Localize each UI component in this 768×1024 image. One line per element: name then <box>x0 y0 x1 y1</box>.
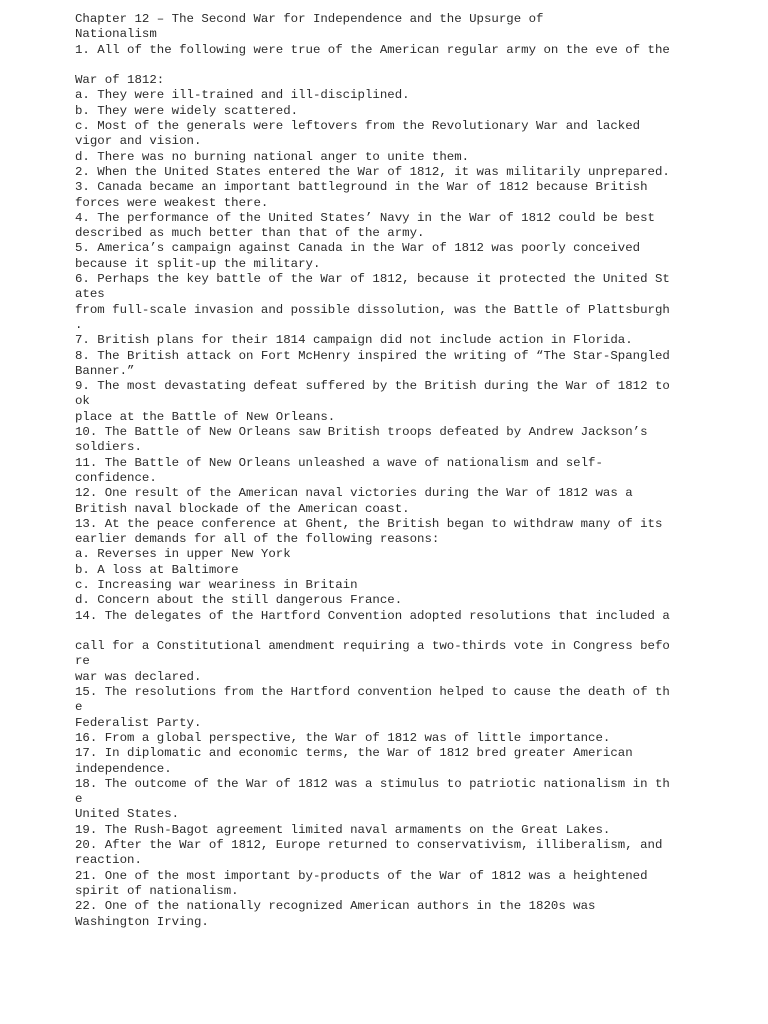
text-line: c. Most of the generals were leftovers from the Revolutionary War and lacked <box>75 119 641 134</box>
text-line: 5. America’s campaign against Canada in the War of 1812 was poorly conceived <box>75 241 641 256</box>
text-line: ates <box>75 287 105 302</box>
text-line: 3. Canada became an important battleground in the War of 1812 because British <box>75 180 648 195</box>
text-line: 8. The British attack on Fort McHenry inspired the writing of “The Star-Spangled <box>75 348 670 363</box>
document-page <box>75 12 755 930</box>
text-line: 6. Perhaps the key battle of the War of 1812, because it protected the United St <box>75 272 670 287</box>
text-line: a. They were ill-trained and ill-disciplined. <box>75 88 410 103</box>
text-line: 2. When the United States entered the War of 1812, it was militarily unprepared. <box>75 164 670 179</box>
text-line: 11. The Battle of New Orleans unleashed a wave of nationalism and self- <box>75 455 603 470</box>
text-line: because it split-up the military. <box>75 256 321 271</box>
text-line: Banner.” <box>75 363 135 378</box>
text-line: e <box>75 792 83 807</box>
text-line: 4. The performance of the United States’ Navy in the War of 1812 could be best <box>75 210 655 225</box>
text-line: 7. British plans for their 1814 campaign did not include action in Florida. <box>75 333 633 348</box>
text-line: forces were weakest there. <box>75 195 269 210</box>
text-line: e <box>75 700 83 715</box>
text-line: vigor and vision. <box>75 134 202 149</box>
text-line: reaction. <box>75 853 142 868</box>
text-line: 12. One result of the American naval victories during the War of 1812 was a <box>75 486 633 501</box>
text-line: 19. The Rush-Bagot agreement limited naval armaments on the Great Lakes. <box>75 822 611 837</box>
text-line: 17. In diplomatic and economic terms, the War of 1812 bred greater American <box>75 746 633 761</box>
text-line: 15. The resolutions from the Hartford convention helped to cause the death of th <box>75 685 670 700</box>
text-line: b. A loss at Baltimore <box>75 562 239 577</box>
text-line: spirit of nationalism. <box>75 883 239 898</box>
text-line: from full-scale invasion and possible dissolution, was the Battle of Plattsburgh <box>75 302 670 317</box>
text-line: soldiers. <box>75 440 142 455</box>
text-line: 22. One of the nationally recognized American authors in the 1820s was <box>75 899 596 914</box>
text-line: re <box>75 654 90 669</box>
text-line: 16. From a global perspective, the War of 1812 was of little importance. <box>75 730 611 745</box>
blank-line <box>75 58 755 73</box>
text-line: earlier demands for all of the following reasons: <box>75 532 440 547</box>
text-line: a. Reverses in upper New York <box>75 547 291 562</box>
text-line: confidence. <box>75 470 157 485</box>
text-line: 14. The delegates of the Hartford Convention adopted resolutions that included a <box>75 608 670 623</box>
text-line: United States. <box>75 807 180 822</box>
text-line: Chapter 12 – The Second War for Independence and the Upsurge of <box>75 12 544 26</box>
text-line: 1. All of the following were true of the American regular army on the eve of the <box>75 42 670 57</box>
text-line: 20. After the War of 1812, Europe returned to conservativism, illiberalism, and <box>75 838 663 853</box>
text-line: 21. One of the most important by-products of the War of 1812 was a heightened <box>75 868 648 883</box>
text-line: Federalist Party. <box>75 715 202 730</box>
text-line: 10. The Battle of New Orleans saw British troops defeated by Andrew Jackson’s <box>75 425 648 440</box>
text-line: British naval blockade of the American coast. <box>75 501 410 516</box>
text-line: b. They were widely scattered. <box>75 103 299 118</box>
text-line: described as much better than that of the army. <box>75 226 425 241</box>
text-line: place at the Battle of New Orleans. <box>75 409 336 424</box>
text-line: d. Concern about the still dangerous France. <box>75 593 403 608</box>
text-line: 18. The outcome of the War of 1812 was a stimulus to patriotic nationalism in th <box>75 776 670 791</box>
text-line: . <box>75 317 83 332</box>
text-line: War of 1812: <box>75 73 165 88</box>
text-line: 13. At the peace conference at Ghent, the British began to withdraw many of its <box>75 516 663 531</box>
text-line: Nationalism <box>75 27 157 42</box>
text-line: 9. The most devastating defeat suffered by the British during the War of 1812 to <box>75 379 670 394</box>
text-line: independence. <box>75 761 172 776</box>
text-line: war was declared. <box>75 669 202 684</box>
text-line: ok <box>75 394 90 409</box>
blank-line <box>75 624 755 639</box>
text-line: call for a Constitutional amendment requiring a two-thirds vote in Congress befo <box>75 639 670 654</box>
text-line: c. Increasing war weariness in Britain <box>75 577 358 592</box>
text-line: d. There was no burning national anger to unite them. <box>75 149 470 164</box>
text-line: Washington Irving. <box>75 914 209 929</box>
